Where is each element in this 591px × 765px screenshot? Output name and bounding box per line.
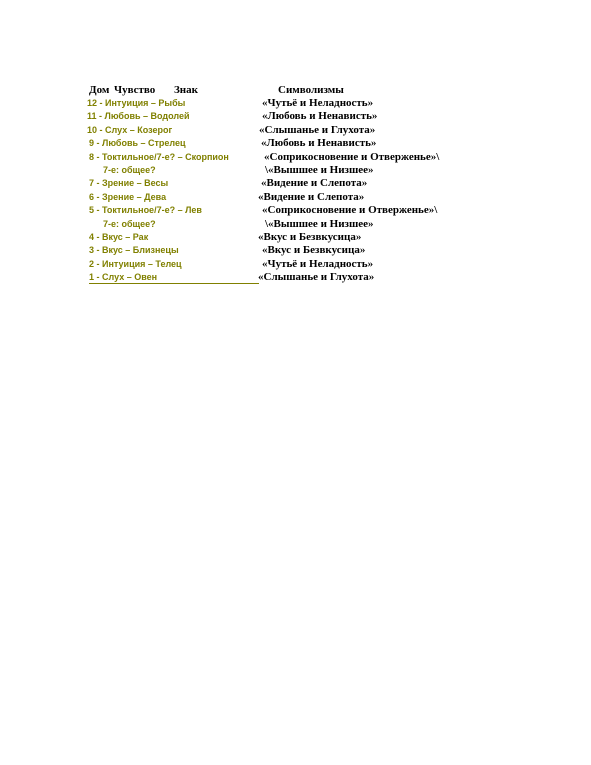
house-label: 7-е: общее? xyxy=(103,218,156,229)
symbolism-label: «Вкус и Безвкусица» xyxy=(258,230,362,243)
house-label: 2 - Интуиция – Телец xyxy=(89,258,182,269)
house-label: 11 - Любовь – Водолей xyxy=(87,111,190,122)
symbolism-label: «Слышанье и Глухота» xyxy=(259,123,376,136)
house-label: 5 - Токтильное/7-е? – Лев xyxy=(89,205,202,216)
table-header xyxy=(0,84,591,98)
list-item xyxy=(0,97,591,110)
symbolism-label: «Чутьё и Неладность» xyxy=(262,97,374,109)
house-label: 8 - Токтильное/7-е? – Скорпион xyxy=(89,151,229,162)
list-item xyxy=(0,258,591,271)
house-label: 4 - Вкус – Рак xyxy=(89,231,149,242)
list-item xyxy=(0,231,591,244)
house-label: 12 - Интуиция – Рыбы xyxy=(87,98,186,108)
symbolism-label: \«Вышшее и Низшее» xyxy=(265,217,374,230)
list-item xyxy=(0,271,591,284)
symbolism-label: «Видение и Слепота» xyxy=(261,177,368,190)
list-item xyxy=(0,204,591,217)
list-item xyxy=(0,244,591,257)
house-label: 1 - Слух – Овен xyxy=(89,272,158,283)
list-item xyxy=(0,137,591,150)
list-item xyxy=(0,191,591,204)
list-item xyxy=(0,164,591,177)
list-item xyxy=(0,151,591,164)
symbolism-label: «Соприкосновение и Отверженье»\ xyxy=(262,204,438,217)
header-dom: Дом xyxy=(89,84,110,96)
symbolism-label: «Видение и Слепота» xyxy=(258,190,365,203)
underline-rule xyxy=(89,283,259,284)
house-label: 10 - Слух – Козерог xyxy=(87,124,173,135)
house-label: 3 - Вкус – Близнецы xyxy=(89,245,179,256)
symbolism-label: «Любовь и Ненависть» xyxy=(262,110,378,123)
house-list xyxy=(0,97,591,284)
header-sense: Чувство xyxy=(114,84,156,96)
list-item xyxy=(0,110,591,123)
symbolism-label: \«Вышшее и Низшее» xyxy=(265,163,374,176)
house-label: 6 - Зрение – Дева xyxy=(89,191,167,202)
symbolism-label: «Любовь и Ненависть» xyxy=(261,137,377,150)
house-label: 7 - Зрение – Весы xyxy=(89,178,169,189)
header-sign: Знак xyxy=(174,84,198,96)
header-symbolisms: Символизмы xyxy=(278,84,344,96)
symbolism-label: «Чутьё и Неладность» xyxy=(262,257,374,270)
list-item xyxy=(0,124,591,137)
symbolism-label: «Слышанье и Глухота» xyxy=(258,271,375,284)
symbolism-label: «Соприкосновение и Отверженье»\ xyxy=(264,150,440,163)
symbolism-label: «Вкус и Безвкусица» xyxy=(262,244,366,257)
list-item xyxy=(0,177,591,190)
list-item xyxy=(0,218,591,231)
house-label: 7-е: общее? xyxy=(103,164,156,175)
house-label: 9 - Любовь – Стрелец xyxy=(89,138,186,149)
